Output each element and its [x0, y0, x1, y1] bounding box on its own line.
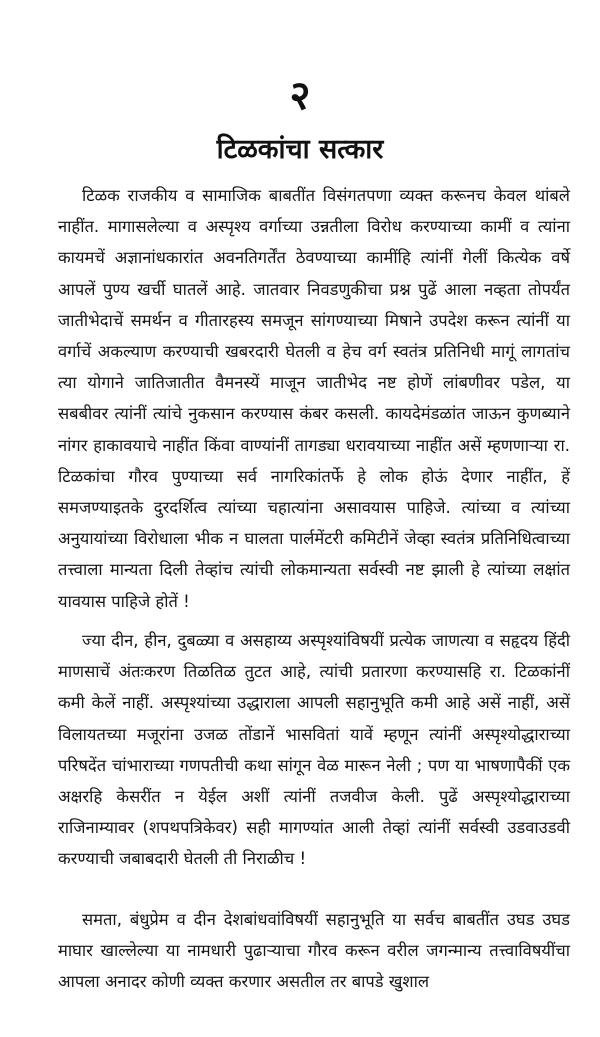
paragraph: समता, बंधुप्रेम व दीन देशबांधवांविषयीं सहानुभूति या सर्वच बाबतींत उघड उघड माघार खाल्लेल्या या नामधारी पुढाऱ्याचा गौरव करून वरील जगन्मान्य तत्त्वाविषयींचा आपला अनादर कोणी व्यक्त करणार असतील तर बापडे खुशाल	[58, 910, 570, 992]
paragraph: ज्या दीन, हीन, दुबळ्या व असहाय्य अस्पृश्यांविषयीं प्रत्येक जाणत्या व सहृदय हिंदी माणसाचें अंतःकरण तिळतिळ तुटत आहे, त्यांची प्रतारणा करण्यासहि रा. टिळकांनीं कमी केलें नाहीं. अस्पृश्यांच्या उद्धाराला आपली सहानुभूति कमी आहे असें नाहीं, असें विलायतच्या मजूरांना उजळ तोंडानें भासवितां यावें म्हणून त्यांनीं अस्पृश्योद्धाराच्या परिषदेंत चांभाराच्या गणपतीची कथा सांगून वेळ मारून नेली ; पण या भाषणापैकीं एक अक्षरहि केसरींत न येईल अशीं त्यांनीं तजवीज केली. पुढें अस्पृश्योद्धाराच्या राजिनाम्यावर (शपथपत्रिकेवर) सही मागण्यांत आली तेव्हां त्यांनीं सर्वस्वी उडवाउडवी करण्याची जबाबदारी घेतली ती निराळीच !	[58, 631, 570, 869]
chapter-number: २	[289, 73, 311, 119]
paragraph-3-block	[58, 904, 570, 998]
paragraph: टिळक राजकीय व सामाजिक बाबतींत विसंगतपणा व्यक्त करूनच केवल थांबले नाहींत. मागासलेल्या व अस्पृश्य वर्गाच्या उन्नतीला विरोध करण्याच्या कामीं व त्यांना कायमचें अज्ञानांधकारांत अवनतिगर्तेंत ठेवण्याच्या कामींहि त्यांनीं गेलीं कित्येक वर्षे आपलें पुण्य खर्ची घातलें आहे. जातवार निवडणुकीचा प्रश्न पुढें आला नव्हता तोपर्यंत जातीभेदाचें समर्थन व गीतारहस्य समजून सांगण्याच्या मिषाने उपदेश करून त्यांनीं या वर्गाचें अकल्याण करण्याची खबरदारी घेतली व हेच वर्ग स्वतंत्र प्रतिनिधी मागूं लागतांच त्या योगाने जातिजातीत वैमनस्यें माजून जातीभेद नष्ट होणें लांबणीवर पडेल, या सबबीवर त्यांनीं त्यांचे नुकसान करण्यास कंबर कसली. कायदेमंडळांत जाऊन कुणब्याने नांगर हाकावयाचे नाहींत किंवा वाण्यांनीं तागड्या धरावयाच्या नाहींत असें म्हणणाऱ्या रा. टिळकांचा गौरव पुण्याच्या सर्व नागरिकांतर्फे हे लोक होऊं देणार नाहींत, हें समजण्याइतके दुरदर्शित्व त्यांच्या चहात्यांना असावयास पाहिजे. त्यांच्या व त्यांच्या अनुयायांच्या विरोधाला भीक न घालता पार्लमेंटरी कमिटीनें जेव्हा स्वतंत्र प्रतिनिधित्वाच्या तत्त्वाला मान्यता दिली तेव्हांच त्यांची लोकमान्यता सर्वस्वी नष्ट झाली हे त्यांच्या लक्षांत यावयास पाहिजे होतें !	[58, 186, 570, 611]
paragraph-1-block	[58, 180, 570, 617]
chapter-title: टिळकांचा सत्कार	[216, 134, 384, 165]
paragraph-2-block	[58, 625, 570, 875]
